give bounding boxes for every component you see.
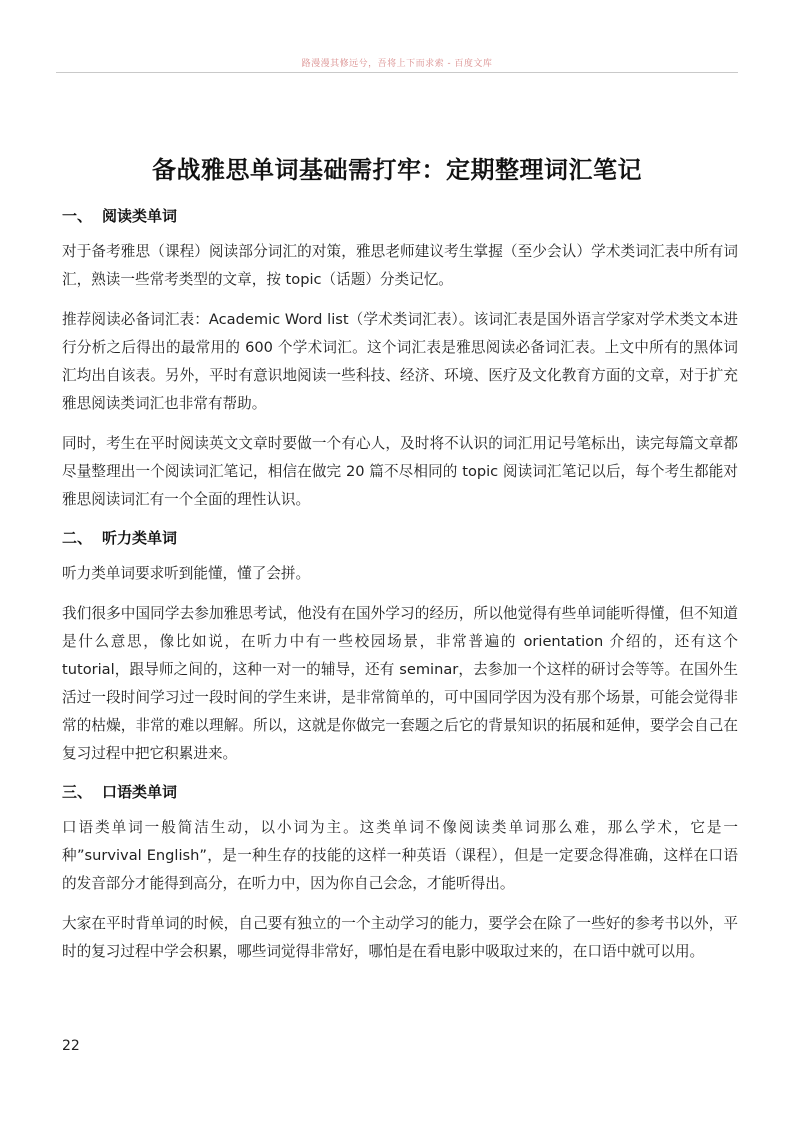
- section-heading-speaking: [62, 780, 738, 804]
- document-body: [62, 204, 738, 978]
- section-number: 三、: [62, 783, 93, 801]
- header-divider: [56, 72, 738, 73]
- paragraph: 我们很多中国同学去参加雅思考试，他没有在国外学习的经历，所以他觉得有些单词能听得懂，但不知道是什么意思，像比如说，在听力中有一些校园场景，非常普遍的 orientation 介绍的，还有这个 tutorial，跟导师之间的，这种一对一的辅导，还有 seminar，去参加一个这样的研讨会等等。在国外生活过一段时间学习过一段时间的学生来讲，是非常简单的，可中国同学因为没有那个场景，可能会觉得非常的枯燥，非常的难以理解。所以，这就是你做完一套题之后它的背景知识的拓展和延伸，要学会自己在复习过程中把它积累进来。: [62, 605, 738, 762]
- paragraph: 口语类单词一般简洁生动，以小词为主。这类单词不像阅读类单词那么难，那么学术，它是一种”survival English”，是一种生存的技能的这样一种英语（课程），但是一定要念得准确，这样在口语的发音部分才能得到高分，在听力中，因为你自己会念，才能听得出。: [62, 819, 738, 892]
- paragraph: 大家在平时背单词的时候，自己要有独立的一个主动学习的能力，要学会在除了一些好的参考书以外，平时的复习过程中学会积累，哪些词觉得非常好，哪怕是在看电影中吸取过来的，在口语中就可以用。: [62, 915, 738, 960]
- paragraph: 推荐阅读必备词汇表：Academic Word list（学术类词汇表）。该词汇表是国外语言学家对学术类文本进行分析之后得出的最常用的 600 个学术词汇。这个词汇表是雅思阅读必备词汇表。上文中所有的黑体词汇均出自该表。另外，平时有意识地阅读一些科技、经济、环境、医疗及文化教育方面的文章，对于扩充雅思阅读类词汇也非常有帮助。: [62, 311, 738, 412]
- section-heading-reading: [62, 204, 738, 228]
- section-title: 听力类单词: [102, 529, 178, 547]
- page-number: 22: [62, 1038, 80, 1054]
- section-title: 阅读类单词: [102, 207, 178, 225]
- paragraph: 听力类单词要求听到能懂，懂了会拼。: [62, 565, 311, 582]
- document-title: 备战雅思单词基础需打牢：定期整理词汇笔记: [152, 156, 642, 184]
- paragraph: 对于备考雅思（课程）阅读部分词汇的对策，雅思老师建议考生掌握（至少会认）学术类词汇表中所有词汇，熟读一些常考类型的文章，按 topic（话题）分类记忆。: [62, 243, 738, 288]
- section-number: 一、: [62, 207, 93, 225]
- section-number: 二、: [62, 529, 93, 547]
- section-heading-listening: [62, 526, 738, 550]
- section-title: 口语类单词: [102, 783, 178, 801]
- running-header: 路漫漫其修远兮，吾将上下而求索 - 百度文库: [301, 59, 493, 69]
- paragraph: 同时，考生在平时阅读英文文章时要做一个有心人，及时将不认识的词汇用记号笔标出，读完每篇文章都尽量整理出一个阅读词汇笔记，相信在做完 20 篇不尽相同的 topic 阅读词汇笔记以后，每个考生都能对雅思阅读词汇有一个全面的理性认识。: [62, 435, 738, 508]
